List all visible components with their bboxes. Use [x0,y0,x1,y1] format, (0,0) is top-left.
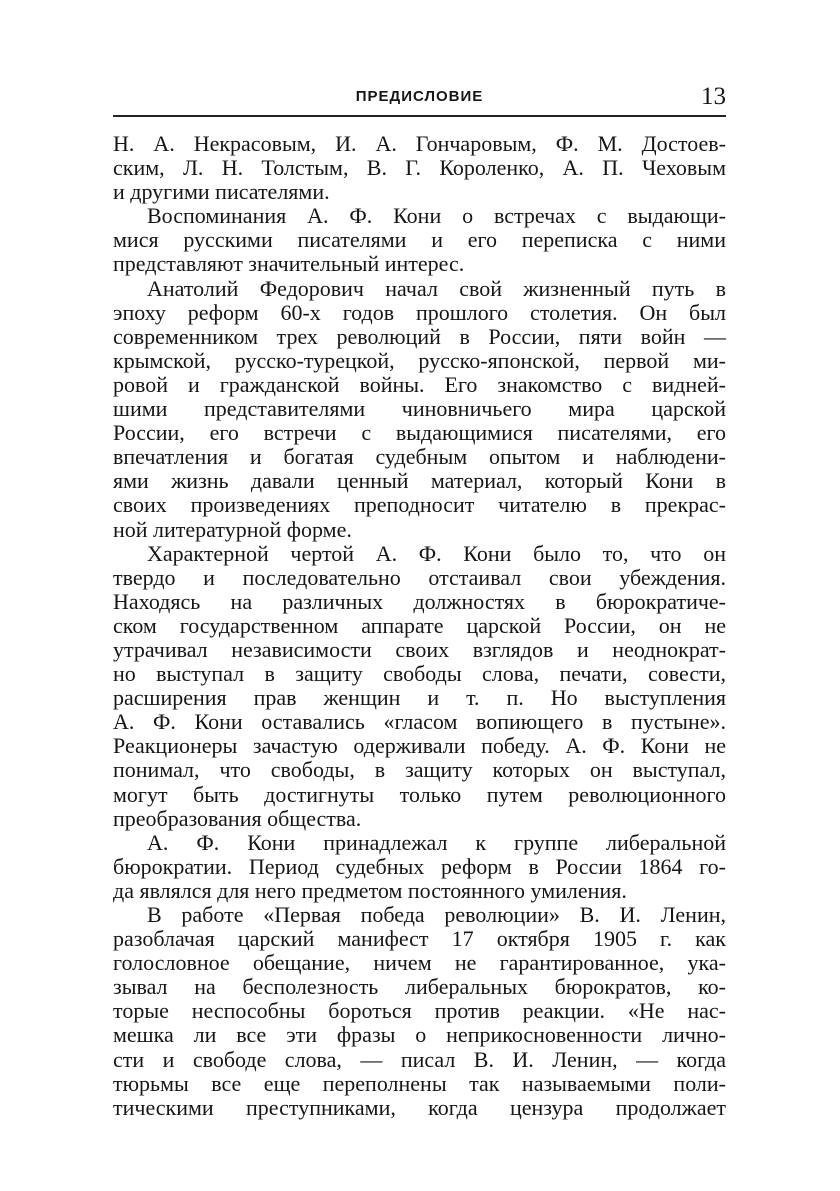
text-line: Воспоминания А. Ф. Кони о встречах с выдающи- [147,203,726,229]
text-line: России, его встречи с выдающимися писателями, его [113,420,726,446]
text-line: современником трех революций в России, пяти войн — [113,323,726,349]
running-header [113,82,726,112]
text-line: ной литературной форме. [113,516,352,542]
text-line: ровой и гражданской войны. Его знакомство с видней- [113,371,726,397]
text-line: Находясь на различных должностях в бюрократиче- [113,588,726,614]
running-title: ПРЕДИСЛОВИЕ [355,88,484,105]
text-line: разоблачая царский манифест 17 октября 1905 г. как [113,926,726,952]
text-line: преобразования общества. [113,805,362,831]
text-line: А. Ф. Кони принадлежал к группе либеральной [147,829,726,855]
text-line: сти и свободе слова, — писал В. И. Ленин, — когда [113,1046,726,1072]
text-line: могут быть достигнуты только путем революционного [113,781,726,807]
text-line: утрачивал независимости своих взглядов и неоднократ- [113,636,726,662]
text-line: Характерной чертой А. Ф. Кони было то, что он [147,540,726,566]
text-line: крымской, русско-турецкой, русско-японской, первой ми- [113,347,726,373]
text-line: мися русскими писателями и его переписка с ними [113,227,726,253]
text-line: Реакционеры зачастую одерживали победу. А. Ф. Кони не [113,733,726,759]
text-line: своих произведениях преподносит читателю в прекрас- [113,492,726,518]
text-line: зывал на бесполезность либеральных бюрократов, ко- [113,974,726,1000]
text-line: тюрьмы все еще переполнены так называемыми поли- [113,1070,726,1096]
text-line: ском государственном аппарате царской России, он не [113,612,726,638]
text-line: Н. А. Некрасовым, И. А. Гончаровым, Ф. М. Достоев- [113,131,726,156]
text-line: бюрократии. Период судебных реформ в России 1864 го- [113,853,726,879]
page-number: 13 [701,83,726,110]
text-line: тическими преступниками, когда цензура продолжает [113,1094,726,1120]
text-line: А. Ф. Кони оставались «гласом вопиющего в пустыне». [113,709,726,735]
text-line: мешка ли все эти фразы о неприкосновенности лично- [113,1022,726,1048]
text-line: ями жизнь давали ценный материал, который Кони в [113,468,726,494]
text-line: представляют значительный интерес. [113,251,465,277]
text-line: торые неспособны бороться против реакции. «Не нас- [113,998,726,1024]
text-line: понимал, что свободы, в защиту которых он выступал, [113,757,726,783]
text-line: В работе «Первая победа революции» В. И. Ленин, [147,902,726,927]
body-text [113,132,726,1120]
text-line: расширения прав женщин и т. п. Но выступления [113,685,726,711]
text-line: но выступал в защиту свободы слова, печати, совести, [113,661,726,687]
text-line: шими представителями чиновничьего мира царской [113,396,726,422]
text-line: эпоху реформ 60-х годов прошлого столетия. Он был [113,299,726,325]
text-line: и другими писателями. [113,179,330,205]
header-rule [113,115,726,117]
text-line: Анатолий Федорович начал свой жизненный путь в [147,275,726,301]
text-line: ским, Л. Н. Толстым, В. Г. Короленко, А. П. Чеховым [113,155,726,181]
text-line: твердо и последовательно отстаивал свои убеждения. [113,564,726,590]
text-line: голословное обещание, ничем не гарантированное, ука- [113,950,726,976]
text-line: да являлся для него предметом постоянного умиления. [113,877,627,903]
text-line: впечатления и богатая судебным опытом и наблюдени- [113,444,726,470]
